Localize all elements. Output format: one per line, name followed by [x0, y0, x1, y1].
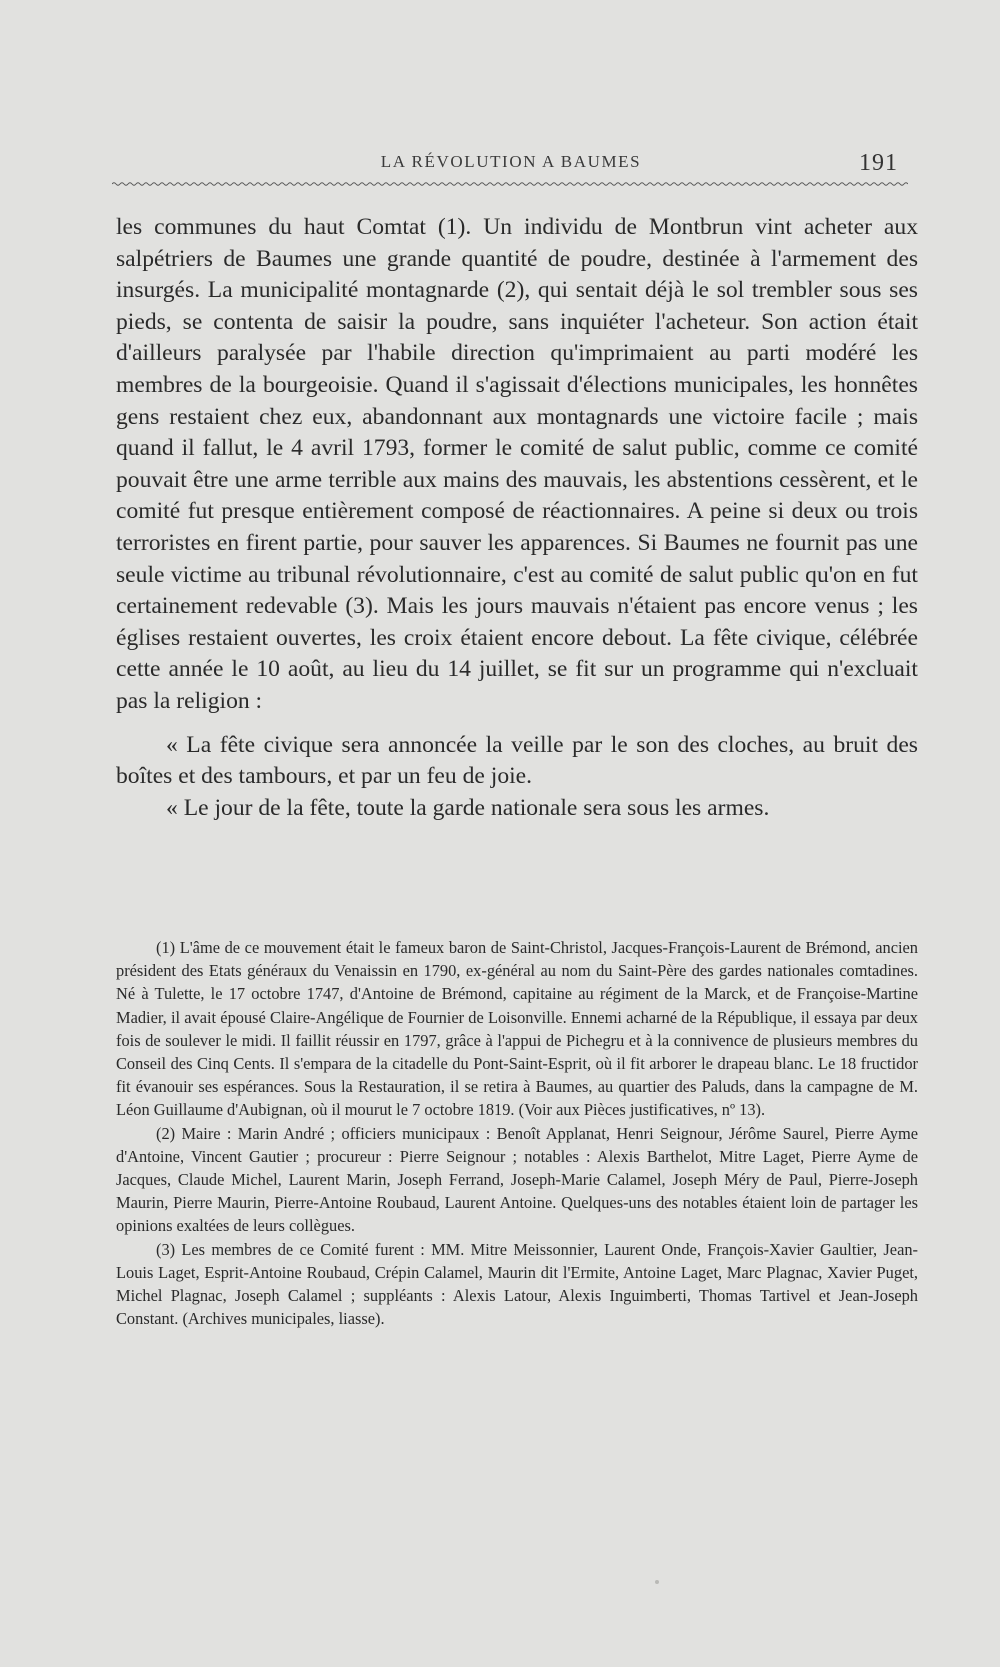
paragraph: les communes du haut Comtat (1). Un individu de Montbrun vint acheter aux salpétriers de Baumes une grande quantité de poudre, destinée à l'armement des insurgés. La municipalité montagnarde (2), qui sentait déjà le sol trembler sous ses pieds, se contenta de saisir la poudre, sans inquiéter l'acheteur. Son action était d'ailleurs paralysée par l'habile direction qu'imprimaient au parti modéré les membres de la bourgeoisie. Quand il s'agissait d'élections municipales, les honnêtes gens restaient chez eux, abandonnant aux montagnards une victoire facile ; mais quand il fallut, le 4 avril 1793, former le comité de salut public, comme ce comité pouvait être une arme terrible aux mains des mauvais, les abstentions cessèrent, et le comité fut presque entièrement composé de réactionnaires. A peine si deux ou trois terroristes en firent partie, pour sauver les apparences. Si Baumes ne fournit pas une seule victime au tribunal révolutionnaire, c'est au comité de salut public qu'on en fut certainement redevable (3). Mais les jours mauvais n'étaient pas encore venus ; les églises restaient ouvertes, les croix étaient encore debout. La fête civique, célébrée cette année le 10 août, au lieu du 14 juillet, se fit sur un programme qui n'excluait pas la religion :	[116, 214, 918, 714]
page-header	[116, 150, 906, 180]
quotation: « La fête civique sera annoncée la veille par le son des cloches, au bruit des boîtes et des tambours, et par un feu de joie.	[116, 731, 918, 790]
main-text	[116, 212, 918, 824]
paper-speck	[655, 1580, 659, 1584]
running-title: LA RÉVOLUTION A BAUMES	[380, 152, 642, 171]
footnote-2: (2) Maire : Marin André ; officiers municipaux : Benoît Applanat, Henri Seignour, Jérôme Saurel, Pierre Ayme d'Antoine, Vincent Gautier ; procureur : Pierre Seignour ; notables : Alexis Barthelot, Mitre Laget, Pierre Ayme de Jacques, Claude Michel, Laurent Marin, Joseph Ferrand, Joseph-Marie Calamel, Joseph Méry de Paul, Pierre-Joseph Maurin, Pierre Maurin, Pierre-Antoine Roubaud, Laurent Antoine. Quelques-uns des notables étaient loin de partager les opinions exaltées de leurs collègues.	[116, 1123, 918, 1236]
decorative-wavy-rule	[112, 180, 908, 188]
page-number: 191	[859, 150, 898, 176]
footnotes	[116, 936, 918, 1330]
quotation: « Le jour de la fête, toute la garde nationale sera sous les armes.	[166, 794, 770, 821]
footnote-3: (3) Les membres de ce Comité furent : MM. Mitre Meissonnier, Laurent Onde, François-Xavier Gaultier, Jean-Louis Laget, Esprit-Antoine Roubaud, Crépin Calamel, Maurin dit l'Ermite, Antoine Laget, Marc Plagnac, Xavier Puget, Michel Plagnac, Joseph Calamel ; suppléants : Alexis Latour, Alexis Inguimberti, Thomas Tartivel et Jean-Joseph Constant. (Archives municipales, liasse).	[116, 1239, 918, 1329]
footnote-1: (1) L'âme de ce mouvement était le fameux baron de Saint-Christol, Jacques-François-Laurent de Brémond, ancien président des Etats généraux du Venaissin en 1790, ex-général au nom du Saint-Père des gardes nationales comtadines. Né à Tulette, le 17 octobre 1747, d'Antoine de Brémond, capitaine au régiment de la Marck, et de Françoise-Martine Madier, il avait épousé Claire-Angélique de Fournier de Loisonville. Ennemi acharné de la République, il essaya par deux fois de soulever le midi. Il faillit réussir en 1797, grâce à l'appui de Pichegru et à la connivence de plusieurs membres du Conseil des Cinq Cents. Il s'empara de la citadelle du Pont-Saint-Esprit, où il fit arborer le drapeau blanc. Le 18 fructidor fit évanouir ses espérances. Sous la Restauration, il se retira à Baumes, au quartier des Paluds, dans la campagne de M. Léon Guillaume d'Aubignan, où il mourut le 7 octobre 1819. (Voir aux Pièces justificatives, nº 13).	[116, 938, 918, 1120]
